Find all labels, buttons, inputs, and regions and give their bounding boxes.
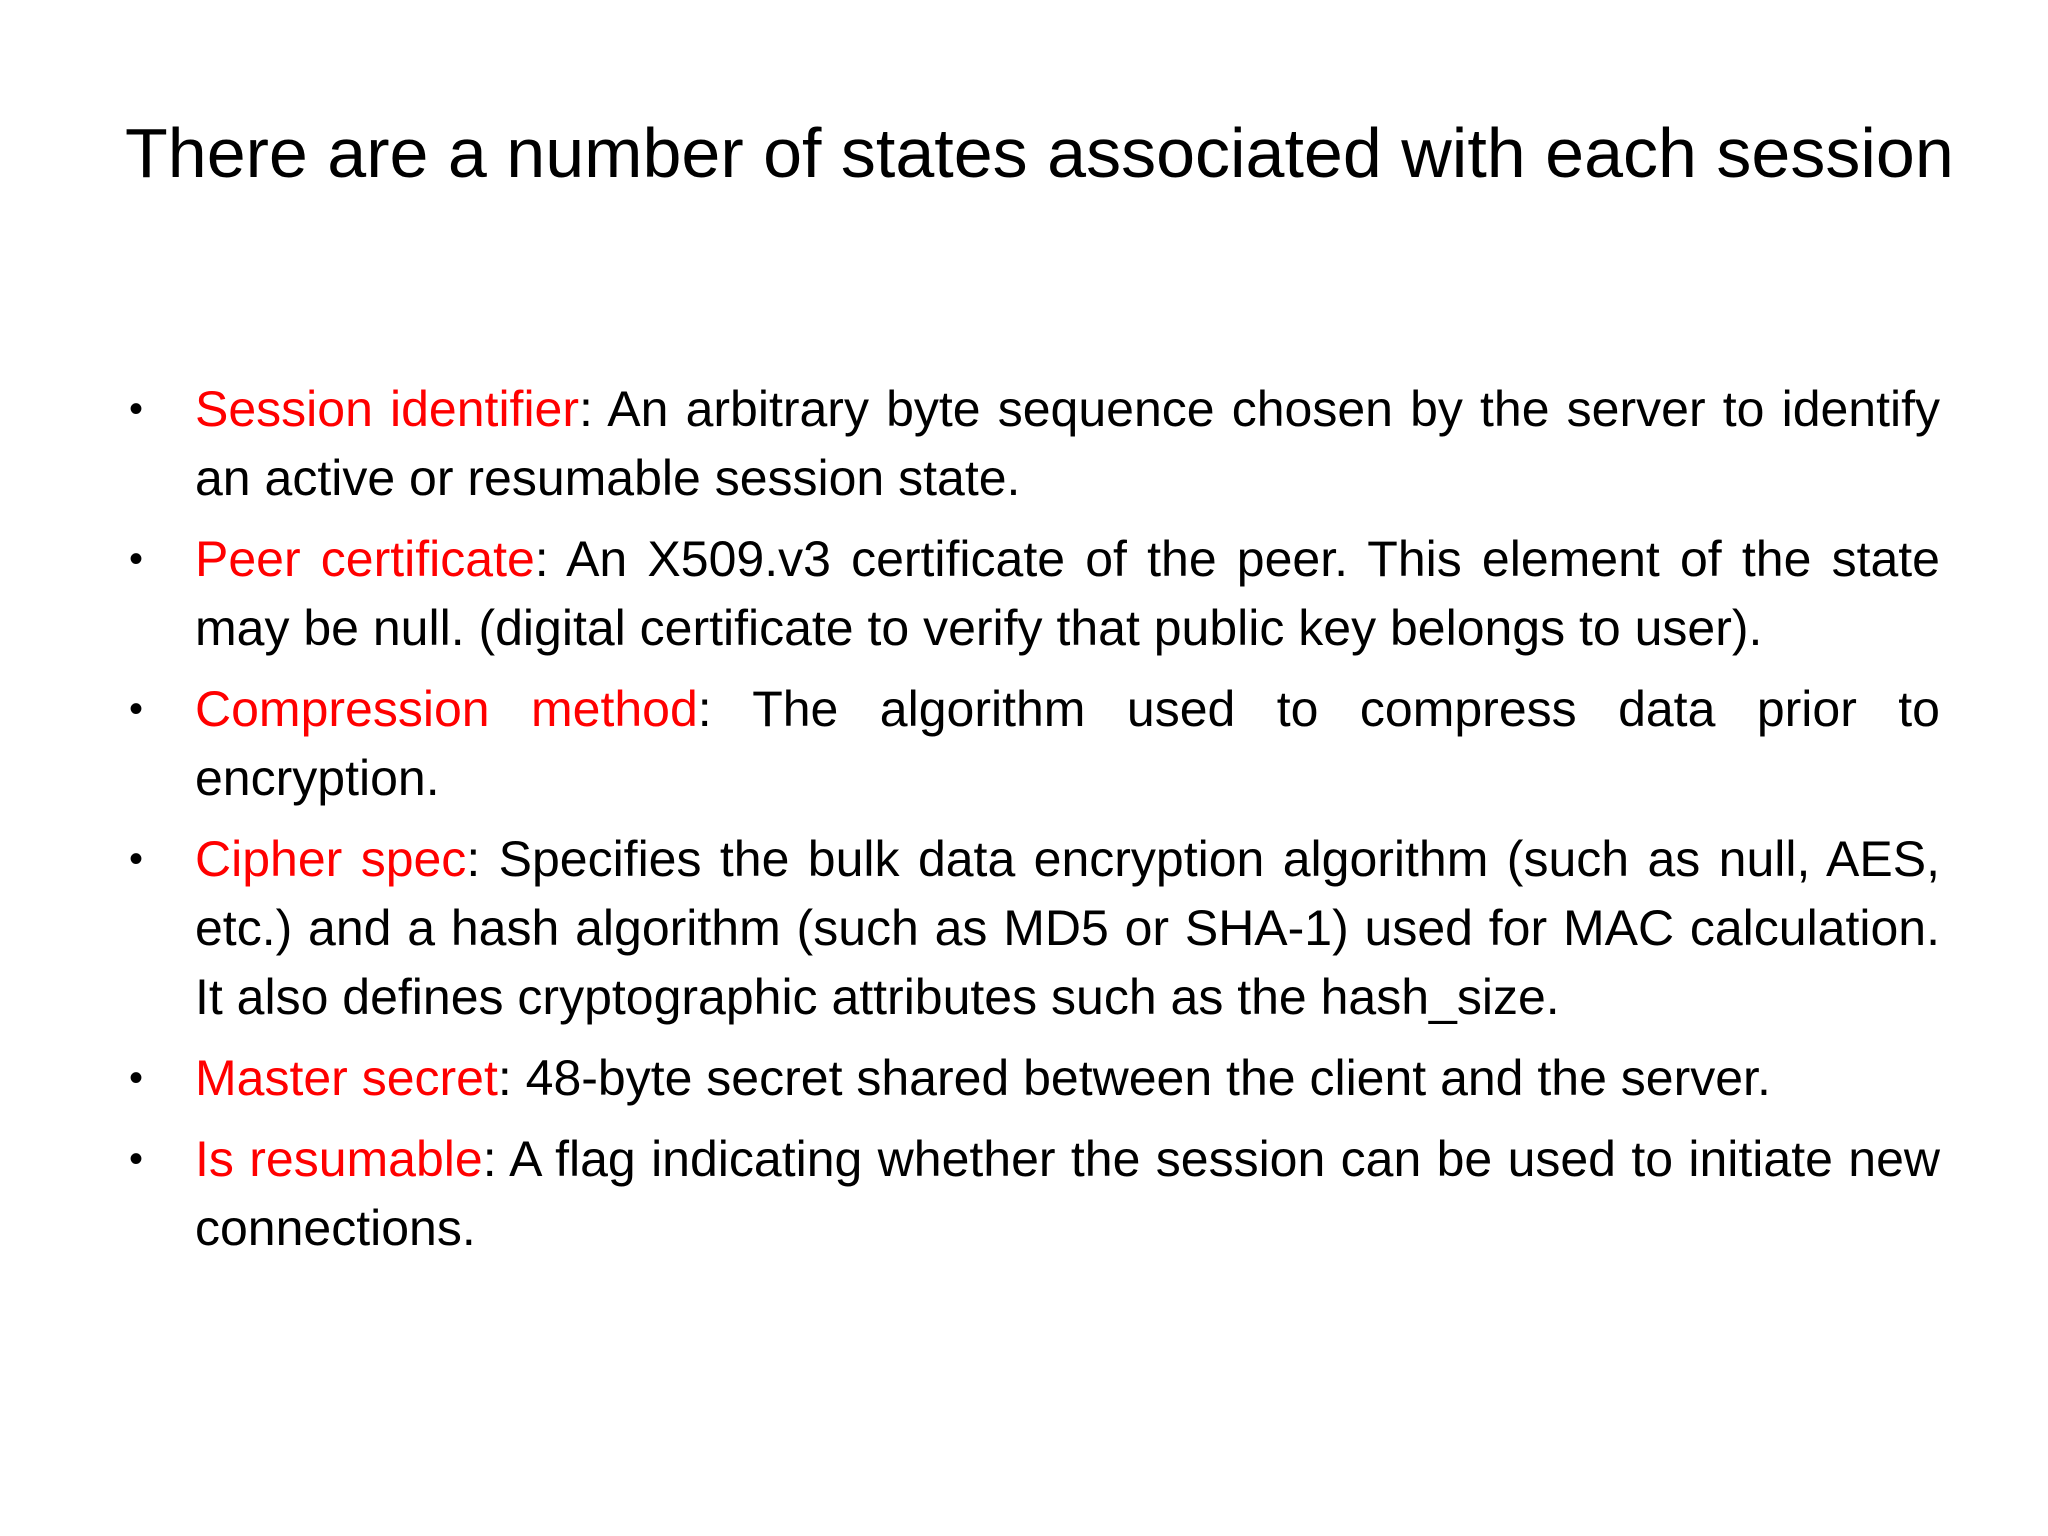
bullet-icon: • xyxy=(129,387,144,431)
bullet-icon: • xyxy=(129,1137,144,1181)
description-is-resumable: : A flag indicating whether the session can be used to initiate new connections. xyxy=(195,1131,1940,1256)
description-compression-method: : The algorithm used to compress data prior to encryption. xyxy=(195,681,1940,806)
term-is-resumable: Is resumable xyxy=(195,1131,483,1187)
list-item-cipher-spec xyxy=(125,825,1940,1032)
description-peer-certificate: : An X509.v3 certificate of the peer. This element of the state may be null. (digital certificate to verify that public key belongs to user). xyxy=(195,531,1940,656)
bullet-icon: • xyxy=(129,687,144,731)
description-master-secret: : 48-byte secret shared between the client and the server. xyxy=(497,1050,1771,1106)
description-cipher-spec: : Specifies the bulk data encryption algorithm (such as null, AES, etc.) and a hash algorithm (such as MD5 or SHA-1) used for MAC calculation. It also defines cryptographic attributes such as the hash_size. xyxy=(195,831,1940,1025)
term-master-secret: Master secret xyxy=(195,1050,498,1106)
term-peer-certificate: Peer certificate xyxy=(195,531,535,587)
term-compression-method: Compression method xyxy=(195,681,698,737)
list-item-peer-certificate xyxy=(125,525,1940,663)
slide-title: There are a number of states associated with each session xyxy=(125,114,1954,192)
session-state-list xyxy=(125,375,1940,1275)
term-session-identifier: Session identifier xyxy=(195,381,580,437)
list-item-master-secret xyxy=(125,1044,1940,1113)
term-cipher-spec: Cipher spec xyxy=(195,831,467,887)
list-item-is-resumable xyxy=(125,1125,1940,1263)
list-item-compression-method xyxy=(125,675,1940,813)
bullet-icon: • xyxy=(129,837,144,881)
list-item-session-identifier xyxy=(125,375,1940,513)
bullet-icon: • xyxy=(129,1056,144,1100)
bullet-icon: • xyxy=(129,537,144,581)
description-session-identifier: : An arbitrary byte sequence chosen by the server to identify an active or resumable session state. xyxy=(195,381,1941,506)
